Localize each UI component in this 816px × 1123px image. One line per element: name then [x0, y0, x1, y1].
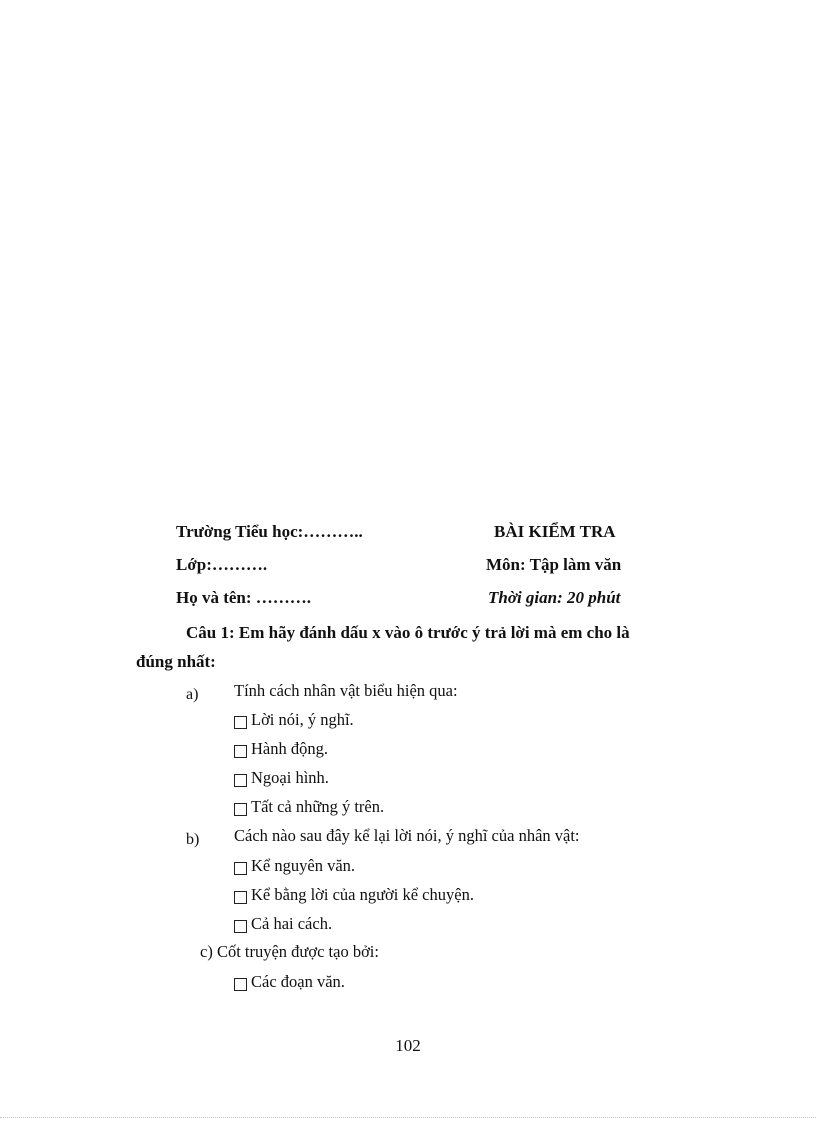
checkbox-icon[interactable] — [234, 745, 247, 758]
part-a-text: Tính cách nhân vật biểu hiện qua: — [234, 681, 458, 700]
part-a-marker: a) — [186, 686, 199, 703]
part-b-text: Cách nào sau đây kể lại lời nói, ý nghĩ của nhân vật: — [234, 826, 580, 845]
checkbox-icon[interactable] — [234, 920, 247, 933]
option-b2 — [234, 885, 474, 905]
checkbox-icon[interactable] — [234, 803, 247, 816]
option-a4 — [234, 797, 384, 817]
option-label: Ngoại hình. — [251, 768, 329, 787]
option-b3 — [234, 914, 332, 934]
question-1-line-2: đúng nhất: — [136, 652, 216, 671]
time-label: Thời gian: 20 phút — [488, 588, 621, 607]
checkbox-icon[interactable] — [234, 716, 247, 729]
option-label: Kể nguyên văn. — [251, 856, 356, 875]
checkbox-icon[interactable] — [234, 978, 247, 991]
option-a1 — [234, 710, 354, 730]
class-field: Lớp:………. — [176, 555, 268, 574]
checkbox-icon[interactable] — [234, 862, 247, 875]
test-title: BÀI KIỂM TRA — [494, 522, 616, 541]
checkbox-icon[interactable] — [234, 774, 247, 787]
option-b1 — [234, 856, 355, 876]
option-label: Lời nói, ý nghĩ. — [251, 710, 354, 729]
student-name-field: Họ và tên: ………. — [176, 588, 312, 607]
option-c1 — [234, 972, 345, 992]
school-field: Trường Tiểu học:……….. — [176, 522, 363, 541]
subject-label: Môn: Tập làm văn — [486, 555, 622, 574]
option-a3 — [234, 768, 329, 788]
option-label: Cả hai cách. — [251, 914, 333, 933]
option-label: Hành động. — [251, 739, 328, 758]
option-a2 — [234, 739, 328, 759]
option-label: Các đoạn văn. — [251, 972, 345, 991]
part-b-marker: b) — [186, 831, 200, 848]
option-label: Kể bằng lời của người kể chuyện. — [251, 885, 474, 904]
page-number: 102 — [395, 1036, 421, 1055]
checkbox-icon[interactable] — [234, 891, 247, 904]
page-edge-divider — [0, 1117, 816, 1118]
question-1-line-1: Câu 1: Em hãy đánh dấu x vào ô trước ý trả lời mà em cho là — [186, 623, 630, 642]
option-label: Tất cả những ý trên. — [251, 797, 385, 816]
part-c-text: c) Cốt truyện được tạo bởi: — [200, 942, 379, 961]
